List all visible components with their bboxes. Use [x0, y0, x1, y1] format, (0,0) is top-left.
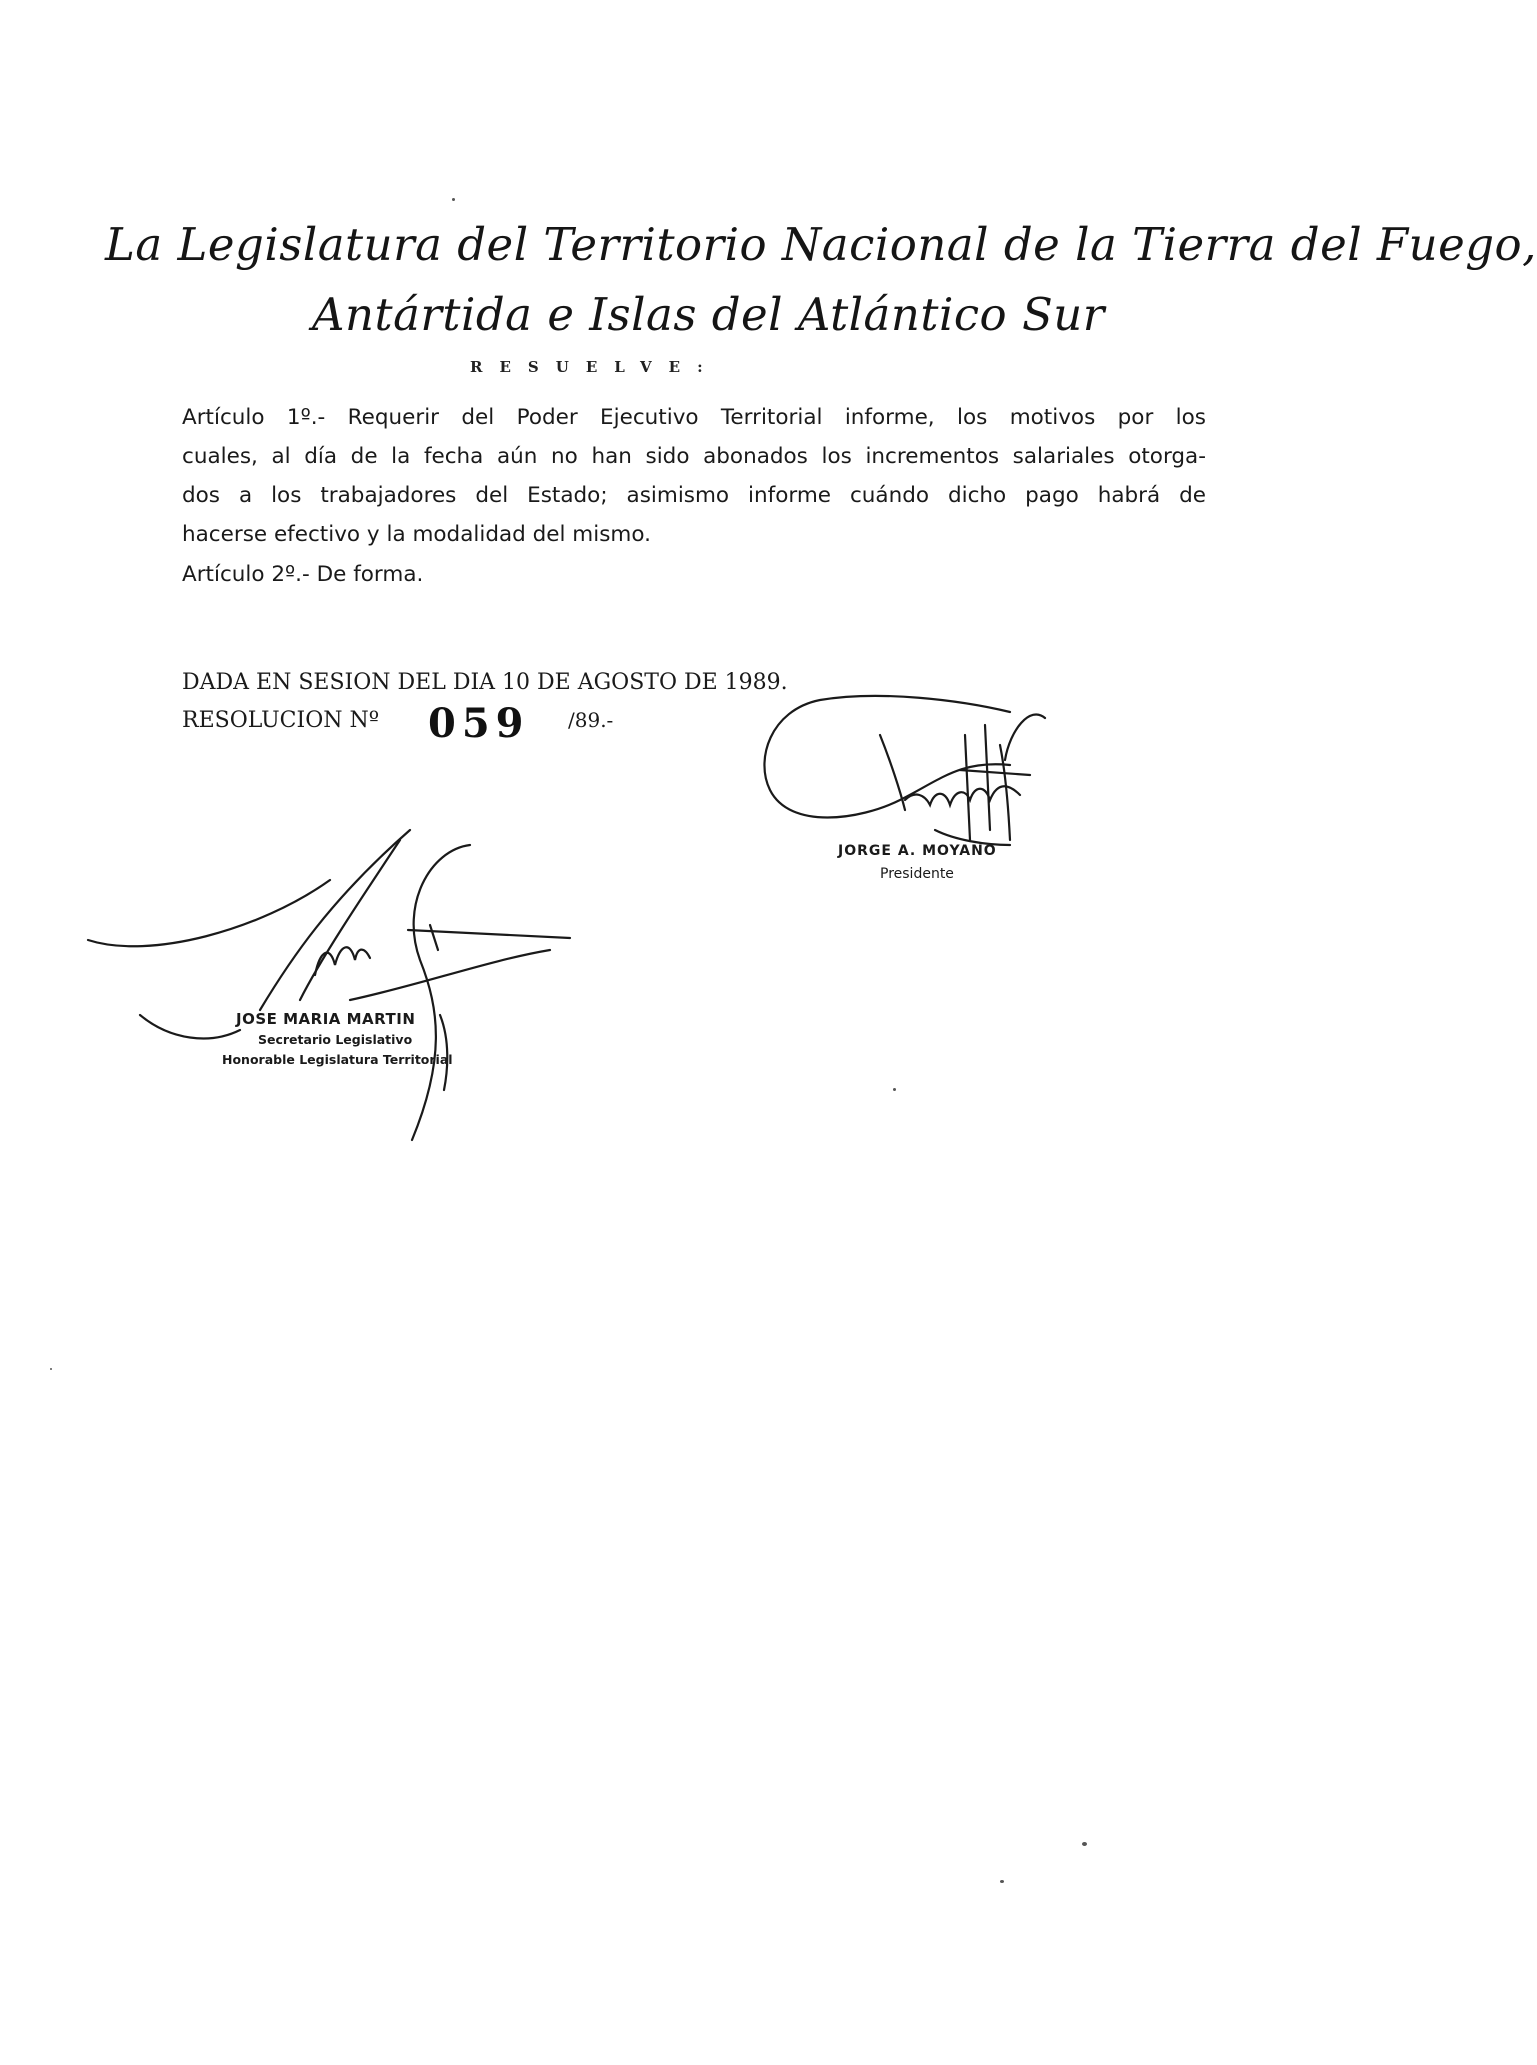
scan-speck — [50, 1368, 52, 1370]
article-text-line: dos a los trabajadores del Estado; asimismo informe cuándo dicho pago habrá de — [182, 483, 1206, 508]
article-text-line: hacerse efectivo y la modalidad del mismo. — [182, 522, 651, 547]
header-line-2: Antártida e Islas del Atlántico Sur — [312, 288, 1105, 341]
secretary-organization: Honorable Legislatura Territorial — [222, 1052, 453, 1067]
resolution-year: /89.- — [568, 708, 614, 732]
president-role: Presidente — [880, 866, 954, 882]
president-name: JORGE A. MOYANO — [838, 843, 997, 859]
resuelve-heading: RESUELVE: — [470, 358, 720, 376]
secretary-role: Secretario Legislativo — [258, 1032, 413, 1047]
resolution-label: RESOLUCION Nº — [182, 708, 380, 733]
scan-speck — [1000, 1880, 1004, 1883]
secretary-name: JOSE MARIA MARTIN — [236, 1010, 416, 1028]
session-date: DADA EN SESION DEL DIA 10 DE AGOSTO DE 1989. — [182, 670, 788, 695]
article-2-line: Artículo 2º.- De forma. — [182, 562, 424, 587]
scan-speck — [893, 1088, 896, 1091]
article-text-line: Artículo 1º.- Requerir del Poder Ejecutivo Territorial informe, los motivos por los — [182, 405, 1206, 430]
header-line-1: La Legislatura del Territorio Nacional de la Tierra del Fuego, — [105, 218, 1537, 271]
scan-speck — [452, 198, 455, 201]
scan-speck — [1082, 1842, 1087, 1846]
article-text-line: cuales, al día de la fecha aún no han sido abonados los incrementos salariales otorga- — [182, 444, 1206, 469]
resolution-number: 059 — [428, 700, 530, 747]
